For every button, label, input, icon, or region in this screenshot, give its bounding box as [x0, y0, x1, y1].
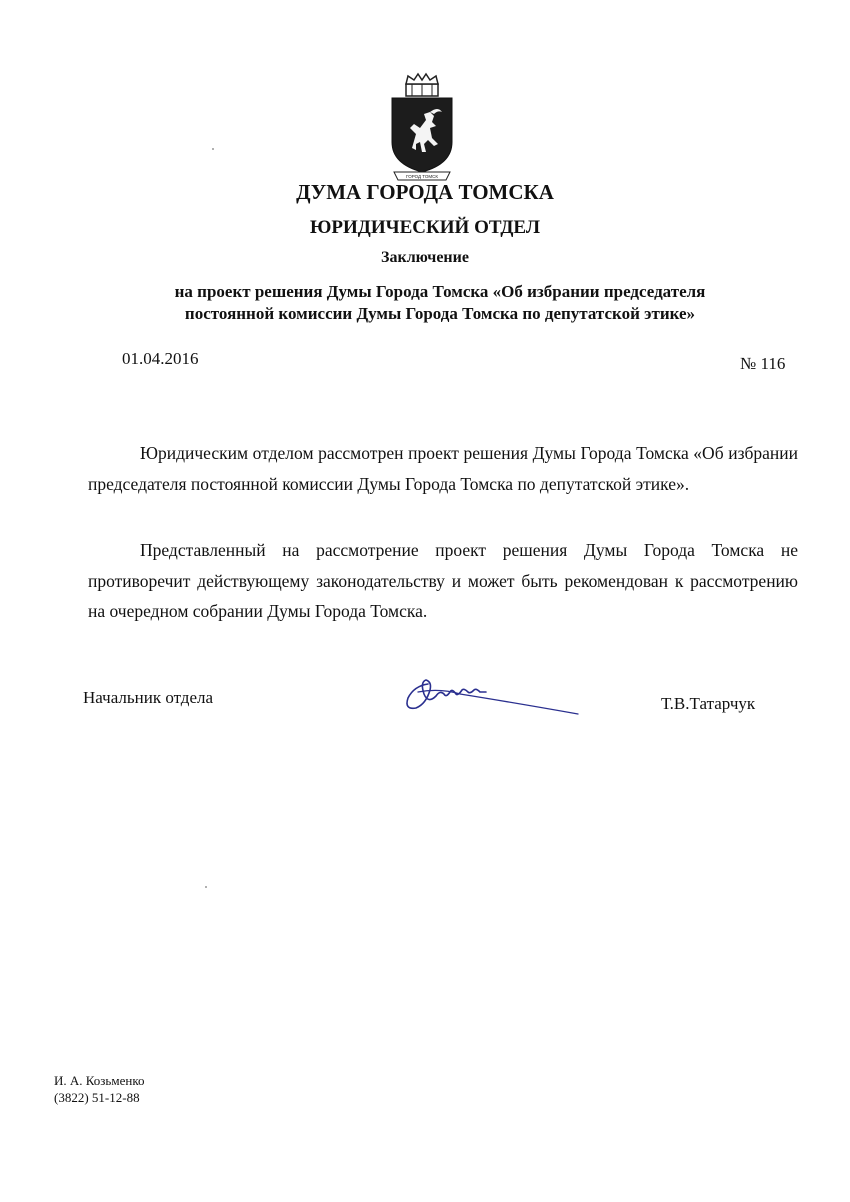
handwritten-signature-icon — [400, 664, 590, 724]
executor-phone: (3822) 51-12-88 — [54, 1090, 140, 1105]
document-type: Заключение — [381, 249, 469, 266]
signer-position: Начальник отдела — [83, 688, 214, 707]
signer-name: Т.В.Татарчук — [661, 694, 756, 713]
document-subject — [120, 281, 760, 325]
organization-title: ДУМА ГОРОДА ТОМСКА — [296, 180, 554, 204]
scan-speck — [212, 148, 214, 150]
body-paragraph-2: Представленный на рассмотрение проект решения Думы Города Томска не противоречит действующему законодательству и может быть рекомендован к рассмотрению на очередном собрании Думы Города Томска. — [88, 540, 798, 621]
emblem-motto: ГОРОД ТОМСК — [406, 174, 438, 179]
tomsk-coat-of-arms-icon — [388, 72, 456, 186]
document-number: № 116 — [740, 354, 786, 373]
executor-name: И. А. Козьменко — [54, 1073, 145, 1088]
subject-line-1: на проект решения Думы Города Томска «Об избрании председателя — [174, 282, 706, 301]
scan-speck — [205, 886, 207, 888]
executor-info — [54, 1072, 144, 1106]
department-title: ЮРИДИЧЕСКИЙ ОТДЕЛ — [310, 217, 540, 238]
subject-line-2: постоянной комиссии Думы Города Томска по депутатской этике» — [184, 304, 696, 323]
body-paragraph-1: Юридическим отделом рассмотрен проект решения Думы Города Томска «Об избрании председателя постоянной комиссии Думы Города Томска по депутатской этике». — [88, 443, 798, 494]
document-date: 01.04.2016 — [122, 349, 199, 368]
crown-icon — [406, 74, 438, 96]
